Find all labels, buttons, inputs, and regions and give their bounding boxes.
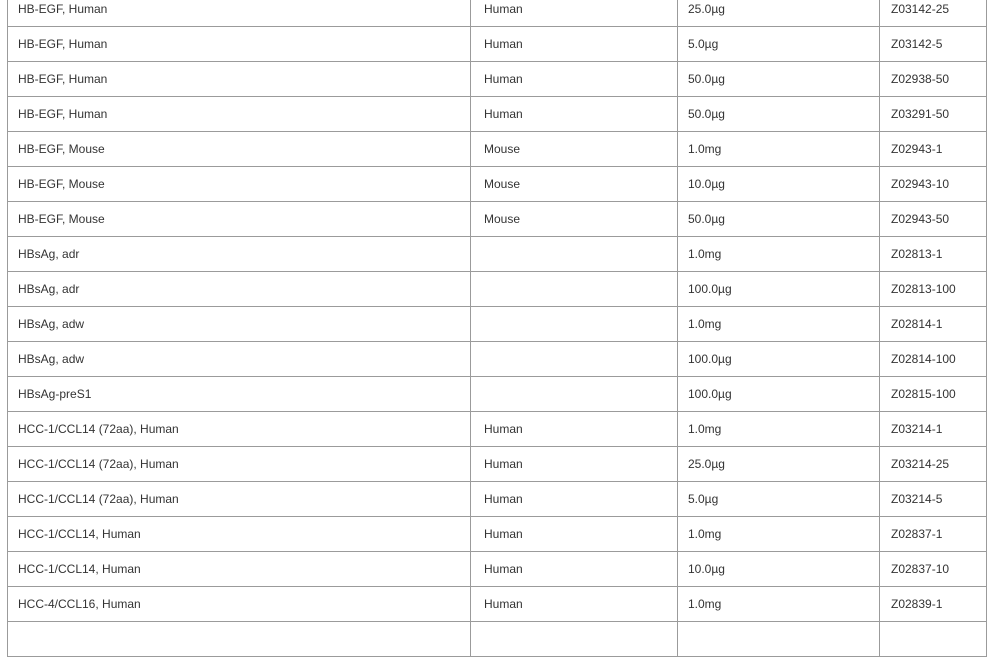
catalog-number-cell: Z03214-25	[880, 447, 987, 482]
table-row	[8, 517, 987, 552]
table-row	[8, 0, 987, 27]
species-cell: Human	[471, 0, 678, 27]
species-cell	[471, 342, 678, 377]
product-table-body	[8, 0, 987, 657]
species-cell: Human	[471, 482, 678, 517]
quantity-cell: 1.0mg	[678, 237, 880, 272]
quantity-cell: 100.0µg	[678, 342, 880, 377]
product-name-cell: HBsAg-preS1	[8, 377, 471, 412]
product-name-cell: HBsAg, adw	[8, 307, 471, 342]
species-cell: Human	[471, 97, 678, 132]
product-table-container	[7, 0, 986, 657]
catalog-number-cell: Z03214-5	[880, 482, 987, 517]
table-row	[8, 272, 987, 307]
catalog-number-cell: Z02943-10	[880, 167, 987, 202]
table-row	[8, 97, 987, 132]
quantity-cell: 50.0µg	[678, 62, 880, 97]
catalog-number-cell: Z02814-100	[880, 342, 987, 377]
quantity-cell	[678, 622, 880, 657]
product-name-cell: HCC-1/CCL14 (72aa), Human	[8, 447, 471, 482]
table-row	[8, 167, 987, 202]
catalog-number-cell: Z03291-50	[880, 97, 987, 132]
species-cell: Mouse	[471, 167, 678, 202]
quantity-cell: 50.0µg	[678, 97, 880, 132]
catalog-number-cell: Z02815-100	[880, 377, 987, 412]
quantity-cell: 10.0µg	[678, 167, 880, 202]
table-row	[8, 132, 987, 167]
quantity-cell: 5.0µg	[678, 482, 880, 517]
species-cell: Human	[471, 412, 678, 447]
product-name-cell: HB-EGF, Human	[8, 97, 471, 132]
quantity-cell: 1.0mg	[678, 307, 880, 342]
table-row	[8, 62, 987, 97]
table-row	[8, 622, 987, 657]
product-name-cell: HBsAg, adr	[8, 272, 471, 307]
quantity-cell: 1.0mg	[678, 517, 880, 552]
catalog-number-cell: Z03142-5	[880, 27, 987, 62]
catalog-number-cell: Z02943-50	[880, 202, 987, 237]
species-cell	[471, 272, 678, 307]
product-name-cell: HB-EGF, Human	[8, 62, 471, 97]
species-cell: Mouse	[471, 132, 678, 167]
table-row	[8, 482, 987, 517]
species-cell	[471, 307, 678, 342]
quantity-cell: 100.0µg	[678, 272, 880, 307]
catalog-number-cell: Z02839-1	[880, 587, 987, 622]
product-name-cell: HCC-1/CCL14, Human	[8, 517, 471, 552]
product-name-cell: HB-EGF, Mouse	[8, 132, 471, 167]
species-cell	[471, 377, 678, 412]
product-name-cell: HCC-4/CCL16, Human	[8, 587, 471, 622]
species-cell: Human	[471, 552, 678, 587]
quantity-cell: 1.0mg	[678, 412, 880, 447]
catalog-number-cell: Z03142-25	[880, 0, 987, 27]
species-cell	[471, 237, 678, 272]
species-cell: Mouse	[471, 202, 678, 237]
product-name-cell: HBsAg, adr	[8, 237, 471, 272]
catalog-number-cell	[880, 622, 987, 657]
table-row	[8, 412, 987, 447]
table-row	[8, 587, 987, 622]
product-name-cell: HCC-1/CCL14 (72aa), Human	[8, 412, 471, 447]
product-name-cell: HCC-1/CCL14 (72aa), Human	[8, 482, 471, 517]
product-table	[7, 0, 987, 657]
species-cell: Human	[471, 447, 678, 482]
species-cell: Human	[471, 587, 678, 622]
species-cell: Human	[471, 62, 678, 97]
quantity-cell: 50.0µg	[678, 202, 880, 237]
quantity-cell: 25.0µg	[678, 0, 880, 27]
product-name-cell: HB-EGF, Mouse	[8, 167, 471, 202]
table-row	[8, 27, 987, 62]
table-row	[8, 202, 987, 237]
table-row	[8, 552, 987, 587]
catalog-number-cell: Z03214-1	[880, 412, 987, 447]
species-cell: Human	[471, 27, 678, 62]
quantity-cell: 100.0µg	[678, 377, 880, 412]
species-cell	[471, 622, 678, 657]
table-row	[8, 237, 987, 272]
quantity-cell: 5.0µg	[678, 27, 880, 62]
catalog-number-cell: Z02938-50	[880, 62, 987, 97]
product-name-cell: HB-EGF, Mouse	[8, 202, 471, 237]
catalog-number-cell: Z02813-1	[880, 237, 987, 272]
species-cell: Human	[471, 517, 678, 552]
product-name-cell: HCC-1/CCL14, Human	[8, 552, 471, 587]
quantity-cell: 10.0µg	[678, 552, 880, 587]
product-name-cell: HB-EGF, Human	[8, 27, 471, 62]
table-row	[8, 307, 987, 342]
catalog-number-cell: Z02813-100	[880, 272, 987, 307]
product-name-cell: HBsAg, adw	[8, 342, 471, 377]
product-name-cell: HB-EGF, Human	[8, 0, 471, 27]
quantity-cell: 1.0mg	[678, 587, 880, 622]
table-row	[8, 377, 987, 412]
table-row	[8, 447, 987, 482]
table-row	[8, 342, 987, 377]
catalog-number-cell: Z02837-1	[880, 517, 987, 552]
product-name-cell	[8, 622, 471, 657]
quantity-cell: 1.0mg	[678, 132, 880, 167]
catalog-number-cell: Z02943-1	[880, 132, 987, 167]
catalog-number-cell: Z02814-1	[880, 307, 987, 342]
quantity-cell: 25.0µg	[678, 447, 880, 482]
catalog-number-cell: Z02837-10	[880, 552, 987, 587]
